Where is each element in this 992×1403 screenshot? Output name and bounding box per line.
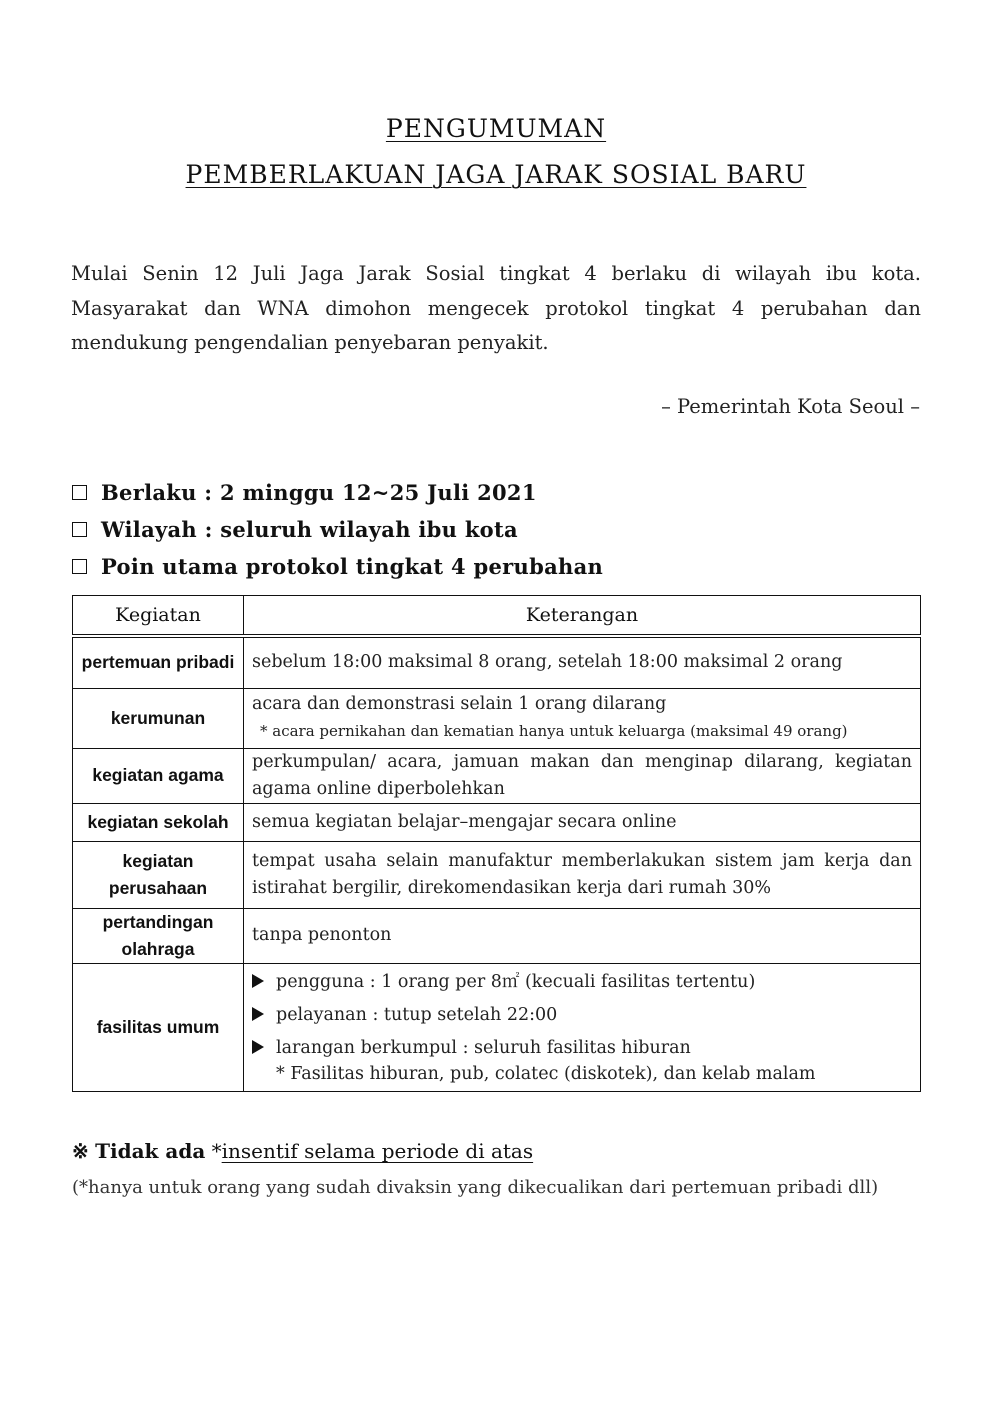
table-row	[73, 636, 921, 688]
incentive-note: (*hanya untuk orang yang sudah divaksin yang dikecualikan dari pertemuan pribadi dll)	[72, 1177, 879, 1198]
list-item	[252, 966, 912, 999]
description-cell: tempat usaha selain manufaktur memberlakukan sistem jam kerja dan istirahat bergilir, direkomendasikan kerja dari rumah 30%	[244, 841, 921, 908]
description-cell: tanpa penonton	[244, 908, 921, 963]
checkbox-icon	[72, 485, 87, 500]
table-row	[73, 803, 921, 841]
list-item	[252, 999, 912, 1032]
bullet-area	[72, 517, 518, 542]
activity-cell: pertandingan olahraga	[73, 908, 244, 963]
incentive-notice	[72, 1139, 533, 1163]
activity-cell: kegiatan perusahaan	[73, 841, 244, 908]
list-item-note: * Fasilitas hiburan, pub, colatec (diskotek), dan kelab malam	[276, 1064, 816, 1084]
description-cell: perkumpulan/ acara, jamuan makan dan menginap dilarang, kegiatan agama online diperbolehkan	[244, 748, 921, 803]
activity-cell: kegiatan agama	[73, 748, 244, 803]
table-row	[73, 688, 921, 748]
activity-cell: kerumunan	[73, 688, 244, 748]
bullet-protocol	[72, 554, 603, 579]
triangle-bullet-icon	[252, 1007, 264, 1021]
bullet-period	[72, 480, 537, 505]
table-row	[73, 841, 921, 908]
description-cell: sebelum 18:00 maksimal 8 orang, setelah 18:00 maksimal 2 orang	[244, 636, 921, 688]
description-cell	[244, 688, 921, 748]
table-row	[73, 908, 921, 963]
list-item-text: larangan berkumpul : seluruh fasilitas hiburan	[276, 1038, 691, 1058]
checkbox-icon	[72, 559, 87, 574]
bullet-text: Berlaku : 2 minggu 12~25 Juli 2021	[101, 480, 537, 505]
table-row	[73, 748, 921, 803]
triangle-bullet-icon	[252, 1040, 264, 1054]
description-cell	[244, 963, 921, 1091]
description-cell: semua kegiatan belajar–mengajar secara online	[244, 803, 921, 841]
activity-cell: fasilitas umum	[73, 963, 244, 1091]
intro-paragraph: Mulai Senin 12 Juli Jaga Jarak Sosial tingkat 4 berlaku di wilayah ibu kota. Masyarakat dan WNA dimohon mengecek protokol tingkat 4 perubahan dan mendukung pengendalian penyebaran penyakit.	[71, 262, 921, 354]
activity-cell: kegiatan sekolah	[73, 803, 244, 841]
protocol-table	[72, 595, 921, 1092]
bullet-text: Wilayah : seluruh wilayah ibu kota	[101, 517, 518, 542]
notice-star: *	[211, 1139, 222, 1163]
description-text: acara dan demonstrasi selain 1 orang dilarang	[252, 694, 667, 714]
description-note: * acara pernikahan dan kematian hanya untuk keluarga (maksimal 49 orang)	[260, 722, 848, 740]
reference-mark: ※	[72, 1139, 89, 1163]
notice-bold-text: Tidak ada	[95, 1139, 206, 1163]
table-row	[73, 963, 921, 1091]
triangle-bullet-icon	[252, 974, 264, 988]
header-description: Keterangan	[244, 596, 921, 637]
signature: – Pemerintah Kota Seoul –	[661, 395, 920, 418]
bullet-text: Poin utama protokol tingkat 4 perubahan	[101, 554, 604, 579]
list-item-text: pelayanan : tutup setelah 22:00	[276, 1005, 558, 1025]
checkbox-icon	[72, 522, 87, 537]
notice-underlined-text: insentif selama periode di atas	[221, 1139, 534, 1163]
list-item-text: pengguna : 1 orang per 8㎡ (kecuali fasilitas tertentu)	[276, 972, 756, 992]
activity-cell: pertemuan pribadi	[73, 636, 244, 688]
table-header-row	[73, 596, 921, 637]
title-line-1: PENGUMUMAN	[385, 114, 607, 143]
header-activity: Kegiatan	[73, 596, 244, 637]
title-line-2: PEMBERLAKUAN JAGA JARAK SOSIAL BARU	[185, 160, 807, 189]
